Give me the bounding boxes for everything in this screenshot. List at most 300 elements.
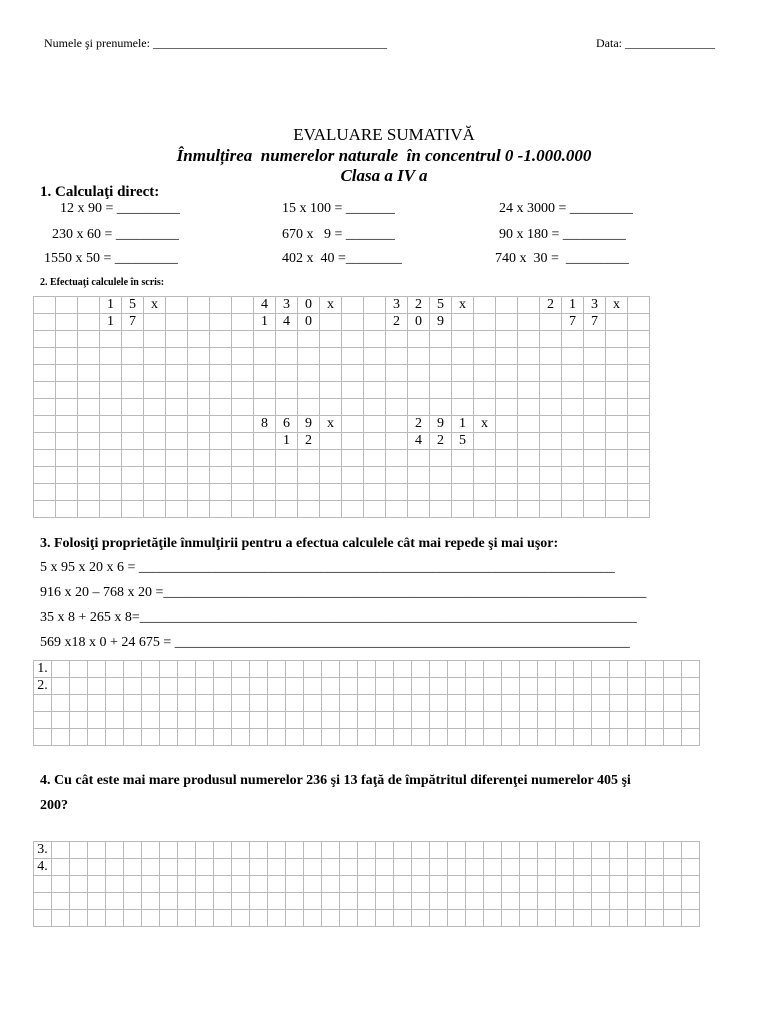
- grid-cell[interactable]: [502, 712, 520, 729]
- grid-cell[interactable]: [166, 433, 188, 450]
- grid-cell[interactable]: [276, 501, 298, 518]
- grid-cell[interactable]: [520, 876, 538, 893]
- grid-cell[interactable]: [320, 365, 342, 382]
- grid-cell[interactable]: [340, 729, 358, 746]
- grid-cell[interactable]: [142, 678, 160, 695]
- grid-cell[interactable]: [254, 348, 276, 365]
- grid-cell[interactable]: [166, 382, 188, 399]
- grid-cell[interactable]: [376, 695, 394, 712]
- grid-cell[interactable]: [520, 678, 538, 695]
- grid-cell[interactable]: [628, 842, 646, 859]
- grid-cell[interactable]: [188, 416, 210, 433]
- grid-cell[interactable]: [496, 297, 518, 314]
- grid-cell[interactable]: [34, 297, 56, 314]
- grid-cell[interactable]: [628, 450, 650, 467]
- grid-cell[interactable]: [34, 484, 56, 501]
- grid-cell[interactable]: [448, 893, 466, 910]
- grid-cell[interactable]: [606, 467, 628, 484]
- grid-cell[interactable]: [474, 348, 496, 365]
- grid-cell[interactable]: [646, 661, 664, 678]
- grid-cell[interactable]: 2: [298, 433, 320, 450]
- grid-cell[interactable]: [188, 297, 210, 314]
- grid-cell[interactable]: [196, 859, 214, 876]
- grid-cell[interactable]: [606, 314, 628, 331]
- grid-cell[interactable]: [592, 695, 610, 712]
- grid-cell[interactable]: [298, 467, 320, 484]
- grid-cell[interactable]: [298, 382, 320, 399]
- grid-cell[interactable]: [322, 859, 340, 876]
- grid-cell[interactable]: [232, 484, 254, 501]
- grid-cell[interactable]: [502, 842, 520, 859]
- grid-cell[interactable]: [358, 859, 376, 876]
- grid-cell[interactable]: [562, 365, 584, 382]
- grid-cell[interactable]: [78, 314, 100, 331]
- grid-cell[interactable]: [214, 729, 232, 746]
- grid-cell[interactable]: [124, 842, 142, 859]
- grid-cell[interactable]: [364, 467, 386, 484]
- grid-cell[interactable]: [452, 348, 474, 365]
- grid-cell[interactable]: [232, 859, 250, 876]
- grid-cell[interactable]: [88, 729, 106, 746]
- grid-cell[interactable]: [430, 859, 448, 876]
- grid-cell[interactable]: [70, 729, 88, 746]
- grid-cell[interactable]: [646, 695, 664, 712]
- grid-cell[interactable]: 1: [452, 416, 474, 433]
- grid-cell[interactable]: [646, 859, 664, 876]
- grid-cell[interactable]: [606, 365, 628, 382]
- grid-cell[interactable]: [474, 433, 496, 450]
- grid-cell[interactable]: [210, 416, 232, 433]
- grid-cell[interactable]: [210, 365, 232, 382]
- grid-cell[interactable]: [628, 910, 646, 927]
- grid-cell[interactable]: [342, 450, 364, 467]
- grid-cell[interactable]: [106, 712, 124, 729]
- grid-cell[interactable]: [592, 842, 610, 859]
- grid-cell[interactable]: [298, 348, 320, 365]
- grid-cell[interactable]: [364, 297, 386, 314]
- grid-cell[interactable]: [358, 695, 376, 712]
- grid-cell[interactable]: [56, 501, 78, 518]
- grid-cell[interactable]: [142, 910, 160, 927]
- grid-cell[interactable]: [286, 678, 304, 695]
- grid-cell[interactable]: [276, 399, 298, 416]
- grid-cell[interactable]: [364, 331, 386, 348]
- grid-cell[interactable]: [34, 399, 56, 416]
- grid-cell[interactable]: [664, 712, 682, 729]
- grid-cell[interactable]: [232, 729, 250, 746]
- grid-cell[interactable]: [52, 910, 70, 927]
- grid-cell[interactable]: [502, 859, 520, 876]
- grid-cell[interactable]: [232, 661, 250, 678]
- grid-cell[interactable]: [52, 893, 70, 910]
- grid-cell[interactable]: [322, 712, 340, 729]
- grid-cell[interactable]: [664, 893, 682, 910]
- grid-cell[interactable]: [70, 661, 88, 678]
- grid-cell[interactable]: [430, 484, 452, 501]
- grid-cell[interactable]: [556, 893, 574, 910]
- grid-cell[interactable]: [682, 712, 700, 729]
- grid-cell[interactable]: [496, 399, 518, 416]
- grid-cell[interactable]: [474, 399, 496, 416]
- grid-cell[interactable]: 7: [584, 314, 606, 331]
- grid-cell[interactable]: [124, 859, 142, 876]
- grid-cell[interactable]: [386, 331, 408, 348]
- grid-cell[interactable]: [574, 661, 592, 678]
- grid-cell[interactable]: [518, 365, 540, 382]
- grid-cell[interactable]: [520, 729, 538, 746]
- grid-cell[interactable]: 1: [254, 314, 276, 331]
- grid-cell[interactable]: [286, 910, 304, 927]
- grid-cell[interactable]: [214, 842, 232, 859]
- grid-cell[interactable]: [124, 876, 142, 893]
- grid-cell[interactable]: [188, 484, 210, 501]
- grid-cell[interactable]: [56, 399, 78, 416]
- grid-cell[interactable]: [474, 297, 496, 314]
- grid-cell[interactable]: [584, 450, 606, 467]
- grid-cell[interactable]: [232, 712, 250, 729]
- grid-cell[interactable]: [188, 348, 210, 365]
- grid-cell[interactable]: [160, 842, 178, 859]
- grid-cell[interactable]: [430, 893, 448, 910]
- grid-cell[interactable]: [320, 399, 342, 416]
- grid-cell[interactable]: [538, 695, 556, 712]
- grid-cell[interactable]: [628, 695, 646, 712]
- grid-cell[interactable]: [408, 450, 430, 467]
- grid-cell[interactable]: [430, 399, 452, 416]
- grid-cell[interactable]: [386, 450, 408, 467]
- grid-cell[interactable]: [122, 365, 144, 382]
- grid-cell[interactable]: [298, 501, 320, 518]
- grid-cell[interactable]: [196, 695, 214, 712]
- grid-cell[interactable]: [210, 331, 232, 348]
- grid-cell[interactable]: [144, 416, 166, 433]
- grid-cell[interactable]: [342, 501, 364, 518]
- grid-cell[interactable]: [606, 416, 628, 433]
- grid-cell[interactable]: [268, 729, 286, 746]
- grid-cell[interactable]: 1.: [34, 661, 52, 678]
- grid-cell[interactable]: [320, 467, 342, 484]
- grid-cell[interactable]: [474, 314, 496, 331]
- grid-cell[interactable]: [286, 661, 304, 678]
- grid-cell[interactable]: [484, 876, 502, 893]
- grid-cell[interactable]: [100, 467, 122, 484]
- grid-cell[interactable]: [34, 893, 52, 910]
- grid-cell[interactable]: 5: [452, 433, 474, 450]
- grid-cell[interactable]: [466, 678, 484, 695]
- grid-cell[interactable]: [502, 729, 520, 746]
- grid-cell[interactable]: [484, 678, 502, 695]
- grid-cell[interactable]: [394, 910, 412, 927]
- grid-cell[interactable]: [358, 893, 376, 910]
- grid-cell[interactable]: [340, 910, 358, 927]
- grid-cell[interactable]: [540, 450, 562, 467]
- grid-cell[interactable]: [56, 382, 78, 399]
- grid-cell[interactable]: [100, 416, 122, 433]
- grid-cell[interactable]: [268, 842, 286, 859]
- grid-cell[interactable]: [232, 678, 250, 695]
- grid-cell[interactable]: [304, 729, 322, 746]
- grid-cell[interactable]: [254, 467, 276, 484]
- grid-cell[interactable]: [496, 416, 518, 433]
- grid-cell[interactable]: [502, 910, 520, 927]
- grid-cell[interactable]: [574, 859, 592, 876]
- grid-cell[interactable]: [484, 859, 502, 876]
- grid-cell[interactable]: [358, 842, 376, 859]
- grid-cell[interactable]: [214, 876, 232, 893]
- grid-cell[interactable]: [606, 450, 628, 467]
- grid-cell[interactable]: 2: [386, 314, 408, 331]
- grid-cell[interactable]: [142, 859, 160, 876]
- grid-cell[interactable]: [250, 678, 268, 695]
- grid-cell[interactable]: [142, 876, 160, 893]
- grid-cell[interactable]: [376, 842, 394, 859]
- grid-cell[interactable]: [124, 712, 142, 729]
- grid-cell[interactable]: [474, 450, 496, 467]
- grid-cell[interactable]: [160, 695, 178, 712]
- grid-cell[interactable]: [166, 365, 188, 382]
- grid-cell[interactable]: [592, 729, 610, 746]
- grid-cell[interactable]: [166, 314, 188, 331]
- grid-cell[interactable]: [56, 467, 78, 484]
- grid-cell[interactable]: [210, 467, 232, 484]
- grid-cell[interactable]: [474, 484, 496, 501]
- grid-cell[interactable]: [682, 910, 700, 927]
- grid-cell[interactable]: [166, 297, 188, 314]
- grid-cell[interactable]: 7: [122, 314, 144, 331]
- grid-cell[interactable]: [474, 382, 496, 399]
- grid-cell[interactable]: [232, 695, 250, 712]
- grid-cell[interactable]: [232, 467, 254, 484]
- grid-cell[interactable]: 9: [430, 416, 452, 433]
- grid-cell[interactable]: [254, 450, 276, 467]
- grid-cell[interactable]: [298, 399, 320, 416]
- grid-cell[interactable]: [448, 910, 466, 927]
- grid-cell[interactable]: [448, 661, 466, 678]
- grid-cell[interactable]: [254, 331, 276, 348]
- grid-cell[interactable]: [584, 399, 606, 416]
- grid-cell[interactable]: 1: [100, 314, 122, 331]
- grid-cell[interactable]: 1: [562, 297, 584, 314]
- grid-cell[interactable]: [556, 678, 574, 695]
- grid-cell[interactable]: [232, 314, 254, 331]
- grid-cell[interactable]: [376, 859, 394, 876]
- grid-cell[interactable]: [320, 484, 342, 501]
- grid-cell[interactable]: [574, 695, 592, 712]
- grid-cell[interactable]: [268, 678, 286, 695]
- grid-cell[interactable]: [178, 661, 196, 678]
- grid-cell[interactable]: [682, 876, 700, 893]
- grid-cell[interactable]: [250, 695, 268, 712]
- grid-cell[interactable]: [286, 712, 304, 729]
- grid-cell[interactable]: [56, 348, 78, 365]
- grid-cell[interactable]: [452, 382, 474, 399]
- grid-cell[interactable]: [78, 331, 100, 348]
- grid-cell[interactable]: [276, 450, 298, 467]
- grid-cell[interactable]: [452, 314, 474, 331]
- grid-cell[interactable]: [518, 467, 540, 484]
- grid-cell[interactable]: [52, 712, 70, 729]
- grid-cell[interactable]: [286, 859, 304, 876]
- grid-cell[interactable]: [276, 484, 298, 501]
- grid-cell[interactable]: [250, 661, 268, 678]
- grid-cell[interactable]: [628, 314, 650, 331]
- grid-cell[interactable]: [502, 678, 520, 695]
- grid-cell[interactable]: [250, 910, 268, 927]
- grid-cell[interactable]: [340, 876, 358, 893]
- grid-cell[interactable]: [34, 382, 56, 399]
- grid-cell[interactable]: [584, 416, 606, 433]
- grid-cell[interactable]: [610, 910, 628, 927]
- grid-cell[interactable]: [610, 859, 628, 876]
- grid-cell[interactable]: [160, 876, 178, 893]
- grid-cell[interactable]: [484, 695, 502, 712]
- grid-cell[interactable]: [166, 348, 188, 365]
- grid-cell[interactable]: [610, 678, 628, 695]
- grid-cell[interactable]: [34, 695, 52, 712]
- grid-cell[interactable]: [342, 467, 364, 484]
- grid-cell[interactable]: [322, 678, 340, 695]
- grid-cell[interactable]: [286, 893, 304, 910]
- grid-cell[interactable]: x: [320, 297, 342, 314]
- grid-cell[interactable]: [408, 365, 430, 382]
- grid-cell[interactable]: [606, 484, 628, 501]
- grid-cell[interactable]: [628, 484, 650, 501]
- grid-cell[interactable]: [518, 331, 540, 348]
- grid-cell[interactable]: [520, 910, 538, 927]
- grid-cell[interactable]: [562, 331, 584, 348]
- grid-cell[interactable]: [122, 450, 144, 467]
- grid-cell[interactable]: [412, 893, 430, 910]
- grid-cell[interactable]: [574, 712, 592, 729]
- grid-cell[interactable]: [682, 842, 700, 859]
- grid-cell[interactable]: [358, 678, 376, 695]
- grid-cell[interactable]: [106, 695, 124, 712]
- grid-cell[interactable]: [562, 450, 584, 467]
- grid-cell[interactable]: [412, 859, 430, 876]
- grid-cell[interactable]: [412, 712, 430, 729]
- grid-cell[interactable]: [502, 661, 520, 678]
- grid-cell[interactable]: [430, 876, 448, 893]
- grid-cell[interactable]: [196, 678, 214, 695]
- grid-cell[interactable]: [584, 484, 606, 501]
- grid-cell[interactable]: [448, 678, 466, 695]
- grid-cell[interactable]: [196, 893, 214, 910]
- grid-cell[interactable]: [322, 876, 340, 893]
- grid-cell[interactable]: 9: [430, 314, 452, 331]
- grid-cell[interactable]: 2: [408, 416, 430, 433]
- grid-cell[interactable]: [250, 712, 268, 729]
- grid-cell[interactable]: [430, 910, 448, 927]
- grid-cell[interactable]: [268, 876, 286, 893]
- grid-cell[interactable]: [254, 399, 276, 416]
- grid-cell[interactable]: [78, 365, 100, 382]
- grid-cell[interactable]: [56, 331, 78, 348]
- grid-cell[interactable]: [452, 399, 474, 416]
- grid-cell[interactable]: [88, 910, 106, 927]
- grid-cell[interactable]: [386, 416, 408, 433]
- grid-cell[interactable]: 4: [276, 314, 298, 331]
- grid-cell[interactable]: [124, 893, 142, 910]
- grid-cell[interactable]: [34, 910, 52, 927]
- grid-cell[interactable]: [584, 331, 606, 348]
- grid-cell[interactable]: [144, 399, 166, 416]
- grid-cell[interactable]: [214, 661, 232, 678]
- grid-cell[interactable]: [214, 678, 232, 695]
- grid-cell[interactable]: [358, 712, 376, 729]
- grid-cell[interactable]: [210, 450, 232, 467]
- grid-cell[interactable]: [142, 661, 160, 678]
- grid-cell[interactable]: [584, 501, 606, 518]
- grid-cell[interactable]: [664, 859, 682, 876]
- grid-cell[interactable]: [340, 712, 358, 729]
- grid-cell[interactable]: x: [606, 297, 628, 314]
- grid-cell[interactable]: [322, 910, 340, 927]
- grid-cell[interactable]: [646, 876, 664, 893]
- grid-cell[interactable]: [320, 501, 342, 518]
- grid-cell[interactable]: [122, 433, 144, 450]
- grid-cell[interactable]: [628, 416, 650, 433]
- grid-cell[interactable]: [78, 450, 100, 467]
- grid-cell[interactable]: [286, 729, 304, 746]
- grid-cell[interactable]: [562, 467, 584, 484]
- grid-cell[interactable]: [518, 314, 540, 331]
- grid-cell[interactable]: [276, 467, 298, 484]
- grid-cell[interactable]: [518, 484, 540, 501]
- grid-cell[interactable]: [466, 712, 484, 729]
- grid-cell[interactable]: [556, 876, 574, 893]
- grid-cell[interactable]: [106, 842, 124, 859]
- grid-cell[interactable]: [106, 859, 124, 876]
- grid-cell[interactable]: [610, 729, 628, 746]
- grid-cell[interactable]: [342, 365, 364, 382]
- grid-cell[interactable]: [562, 501, 584, 518]
- grid-cell[interactable]: [142, 893, 160, 910]
- grid-cell[interactable]: [214, 695, 232, 712]
- grid-cell[interactable]: [188, 433, 210, 450]
- grid-cell[interactable]: [88, 695, 106, 712]
- grid-cell[interactable]: [276, 382, 298, 399]
- grid-cell[interactable]: [520, 695, 538, 712]
- grid-cell[interactable]: [78, 484, 100, 501]
- grid-cell[interactable]: [610, 695, 628, 712]
- grid-cell[interactable]: [322, 893, 340, 910]
- grid-cell[interactable]: [682, 678, 700, 695]
- grid-cell[interactable]: 3.: [34, 842, 52, 859]
- grid-cell[interactable]: [268, 910, 286, 927]
- grid-cell[interactable]: [556, 910, 574, 927]
- grid-cell[interactable]: [540, 433, 562, 450]
- grid-cell[interactable]: [466, 893, 484, 910]
- grid-cell[interactable]: [538, 893, 556, 910]
- grid-cell[interactable]: [304, 842, 322, 859]
- grid-cell[interactable]: [538, 859, 556, 876]
- grid-cell[interactable]: [178, 695, 196, 712]
- grid-cell[interactable]: [538, 876, 556, 893]
- grid-cell[interactable]: [584, 382, 606, 399]
- grid-cell[interactable]: [520, 842, 538, 859]
- grid-cell[interactable]: [178, 842, 196, 859]
- grid-cell[interactable]: [540, 484, 562, 501]
- grid-cell[interactable]: [304, 712, 322, 729]
- grid-cell[interactable]: [106, 678, 124, 695]
- grid-cell[interactable]: [34, 467, 56, 484]
- grid-cell[interactable]: [34, 501, 56, 518]
- grid-cell[interactable]: [276, 331, 298, 348]
- grid-cell[interactable]: [304, 859, 322, 876]
- grid-cell[interactable]: [394, 729, 412, 746]
- grid-cell[interactable]: [56, 365, 78, 382]
- grid-cell[interactable]: [52, 876, 70, 893]
